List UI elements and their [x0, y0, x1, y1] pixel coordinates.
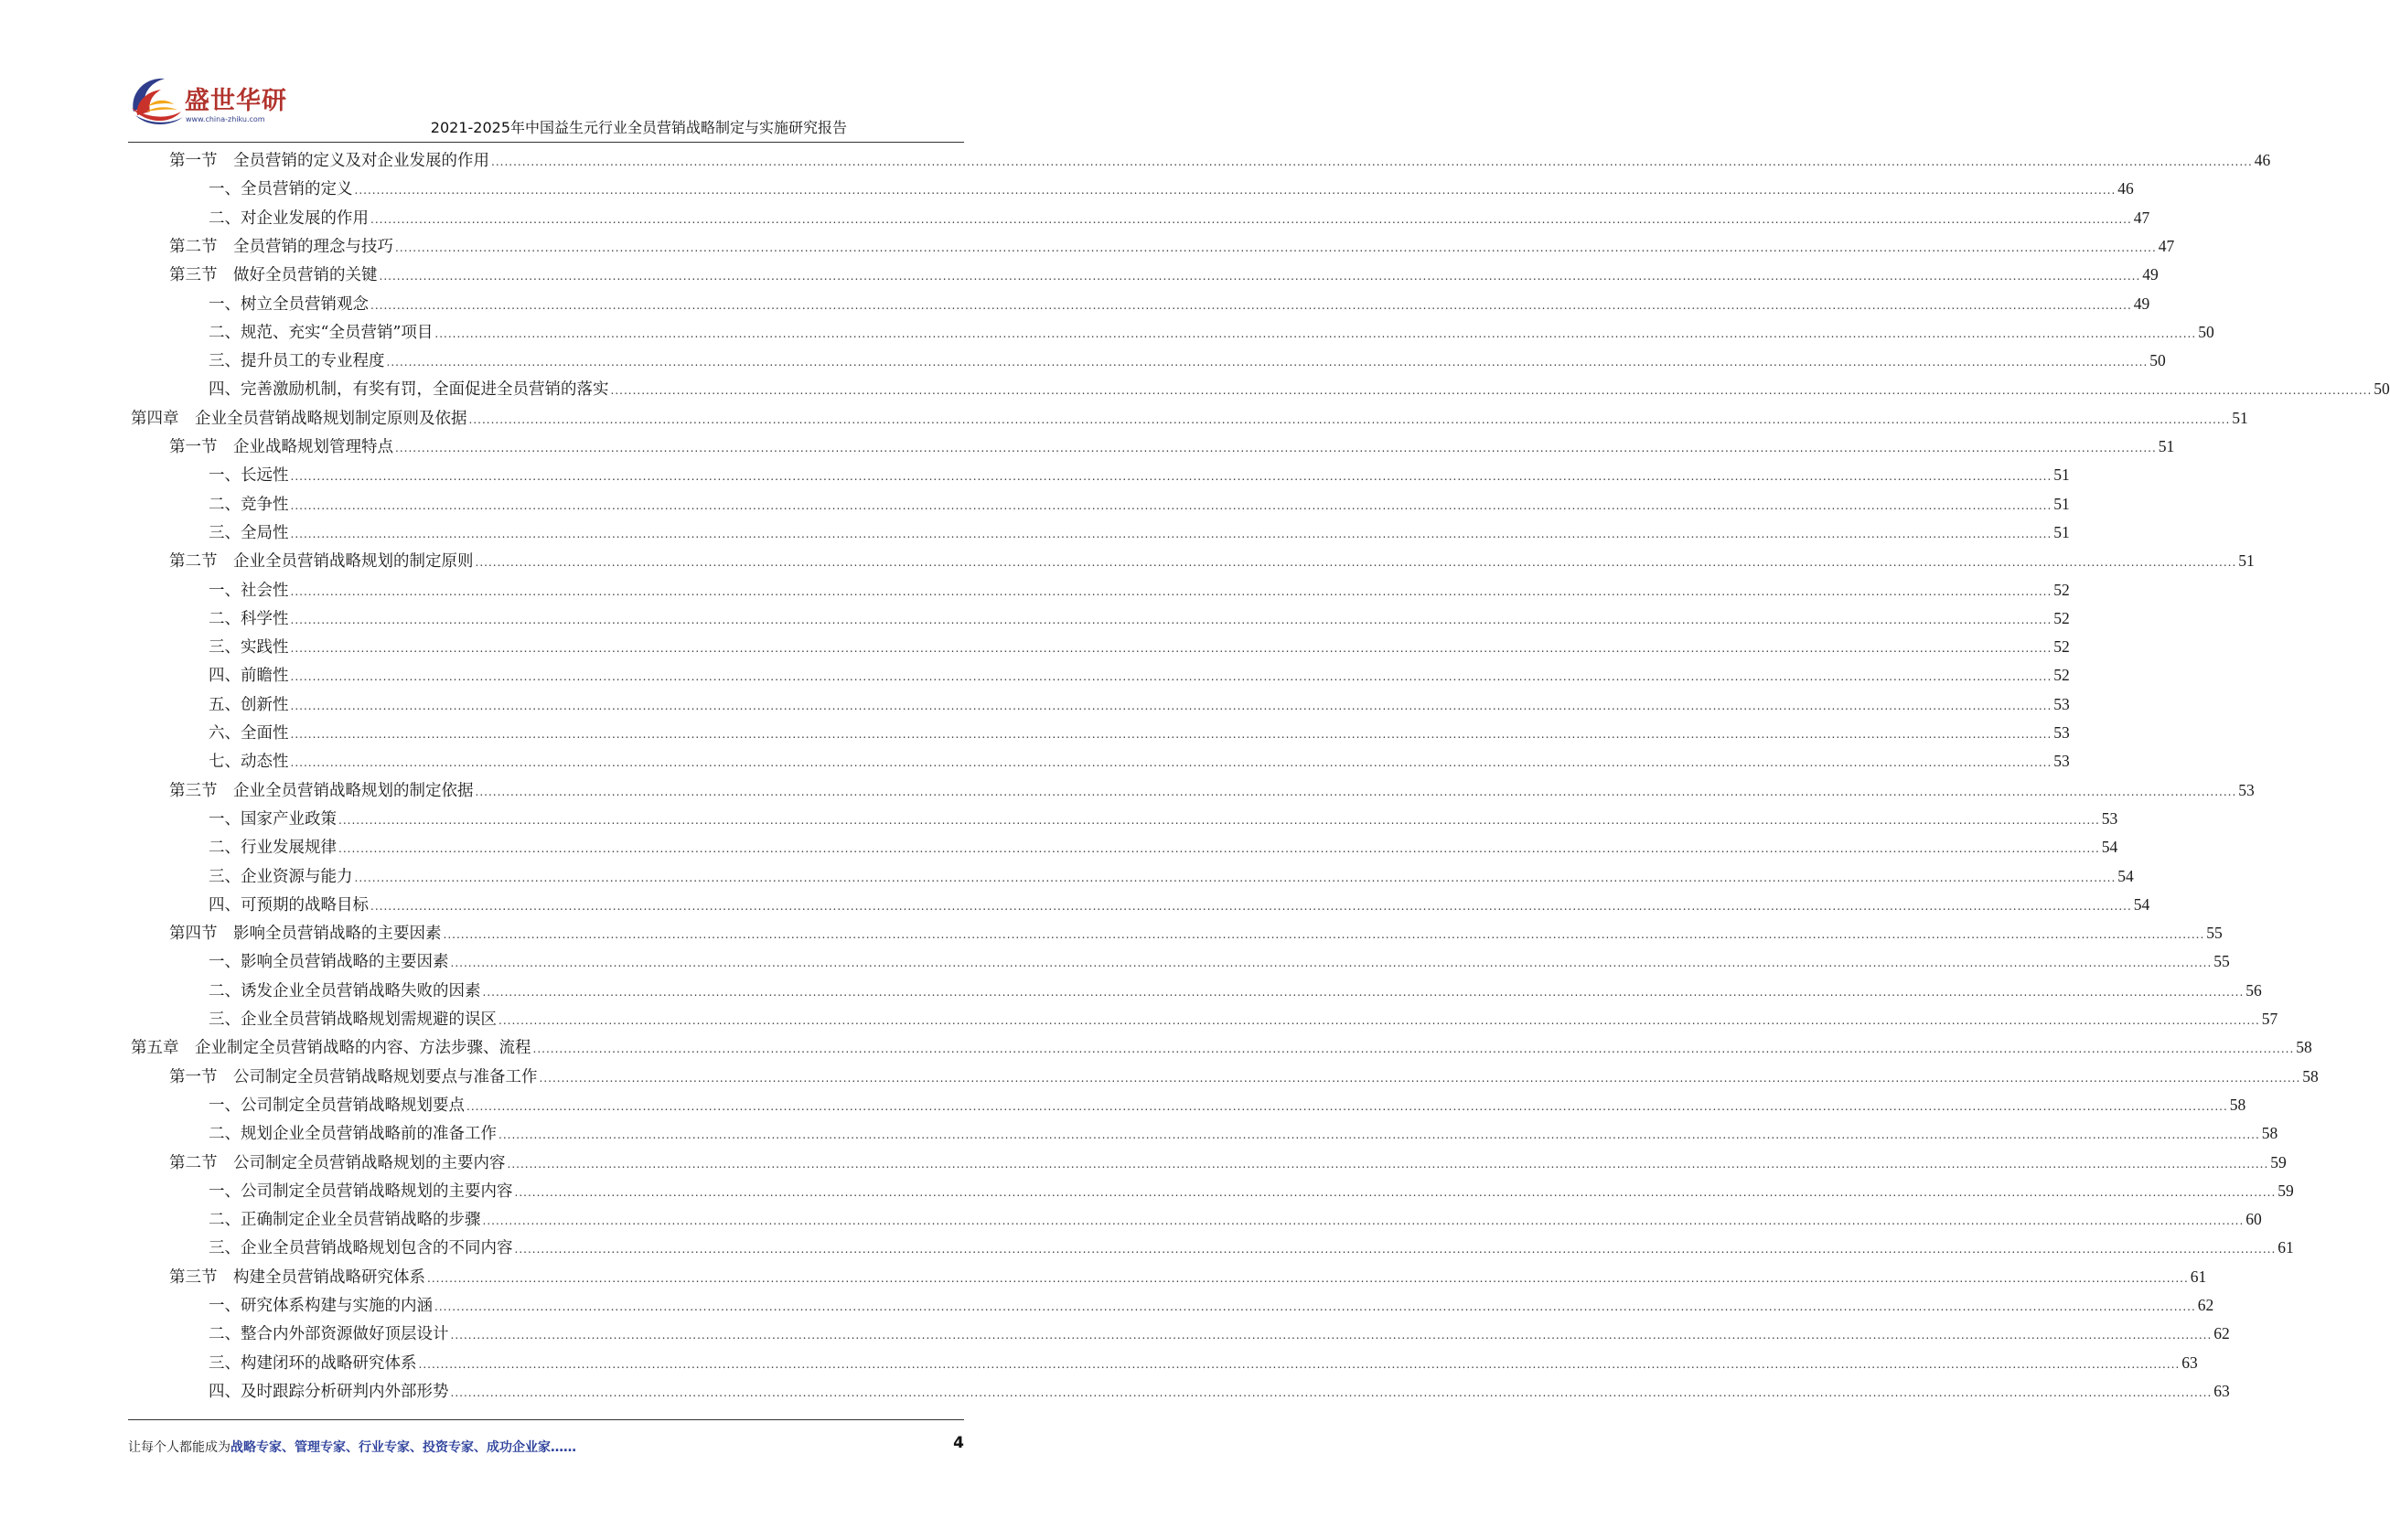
toc-leader-dots: ................................................................................................................................................................................................................................................................................................................................................................................................................: [532, 1043, 2295, 1056]
toc-entry-page: 61: [2277, 1238, 2294, 1257]
toc-entry-page: 56: [2245, 980, 2262, 1000]
toc-leader-dots: ................................................................................................................................................................................................................................................................................................................................................................................................................: [475, 785, 2237, 798]
toc-entry-page: 53: [2053, 752, 2070, 771]
toc-entry[interactable]: [169, 1063, 2319, 1090]
toc-leader-dots: ................................................................................................................................................................................................................................................................................................................................................................................................................: [354, 184, 2117, 198]
toc-entry[interactable]: [169, 433, 2175, 460]
toc-leader-dots: ................................................................................................................................................................................................................................................................................................................................................................................................................: [514, 1185, 2277, 1199]
toc-entry-label: 二、对企业发展的作用: [209, 209, 369, 228]
toc-entry-label: 第五章 企业制定全员营销战略的内容、方法步骤、流程: [131, 1039, 531, 1058]
toc-entry[interactable]: [209, 977, 2262, 1004]
header-divider: [128, 142, 964, 143]
toc-entry-page: 60: [2245, 1210, 2262, 1229]
toc-entry-page: 62: [2213, 1324, 2230, 1343]
toc-entry-page: 51: [2053, 465, 2070, 485]
toc-entry-label: 一、长远性: [209, 466, 289, 486]
toc-leader-dots: ................................................................................................................................................................................................................................................................................................................................................................................................................: [450, 1329, 2213, 1342]
toc-leader-dots: ................................................................................................................................................................................................................................................................................................................................................................................................................: [450, 1385, 2213, 1399]
toc-entry-label: 二、规划企业全员营销战略前的准备工作: [209, 1125, 497, 1144]
brand-name: 盛世华研: [185, 87, 287, 115]
toc-leader-dots: ................................................................................................................................................................................................................................................................................................................................................................................................................: [450, 957, 2213, 970]
toc-entry[interactable]: [209, 347, 2166, 374]
toc-leader-dots: ................................................................................................................................................................................................................................................................................................................................................................................................................: [482, 985, 2245, 999]
toc-entry[interactable]: [209, 1234, 2294, 1261]
toc-entry[interactable]: [209, 375, 2390, 402]
toc-entry[interactable]: [209, 805, 2118, 832]
toc-entry-label: 三、企业资源与能力: [209, 867, 353, 886]
toc-entry-page: 52: [2053, 580, 2070, 599]
toc-entry[interactable]: [131, 404, 2248, 432]
toc-entry-label: 第二节 公司制定全员营销战略规划的主要内容: [169, 1153, 506, 1172]
toc-entry-page: 54: [2133, 894, 2150, 914]
toc-entry[interactable]: [209, 1291, 2214, 1319]
toc-entry[interactable]: [209, 891, 2150, 918]
toc-entry-label: 二、行业发展规律: [209, 839, 337, 858]
toc-entry-label: 二、规范、充实“全员营销”项目: [209, 323, 434, 342]
toc-entry-page: 53: [2053, 723, 2070, 742]
toc-entry[interactable]: [169, 919, 2223, 946]
toc-leader-dots: ................................................................................................................................................................................................................................................................................................................................................................................................................: [290, 670, 2052, 684]
toc-entry-page: 58: [2261, 1124, 2278, 1143]
toc-leader-dots: ................................................................................................................................................................................................................................................................................................................................................................................................................: [386, 356, 2149, 369]
toc-entry-page: 54: [2101, 838, 2118, 857]
toc-entry-label: 二、整合内外部资源做好顶层设计: [209, 1325, 449, 1344]
toc-entry[interactable]: [209, 747, 2070, 775]
toc-entry-page: 53: [2053, 694, 2070, 713]
toc-entry[interactable]: [209, 1205, 2262, 1233]
toc-entry-page: 59: [2277, 1181, 2294, 1200]
toc-leader-dots: ................................................................................................................................................................................................................................................................................................................................................................................................................: [491, 155, 2253, 168]
toc-entry-label: 二、竞争性: [209, 495, 289, 514]
toc-leader-dots: ................................................................................................................................................................................................................................................................................................................................................................................................................: [539, 1071, 2301, 1085]
toc-leader-dots: ................................................................................................................................................................................................................................................................................................................................................................................................................: [338, 842, 2100, 856]
toc-entry-page: 52: [2053, 608, 2070, 627]
footer-slogan: [128, 1438, 576, 1456]
toc-entry[interactable]: [209, 1091, 2246, 1118]
toc-leader-dots: ................................................................................................................................................................................................................................................................................................................................................................................................................: [290, 613, 2052, 626]
toc-entry-page: 51: [2053, 494, 2070, 513]
toc-entry[interactable]: [169, 1149, 2287, 1176]
toc-entry[interactable]: [131, 1033, 2312, 1061]
toc-entry[interactable]: [209, 719, 2070, 746]
toc-entry-label: 五、创新性: [209, 695, 289, 714]
toc-leader-dots: ................................................................................................................................................................................................................................................................................................................................................................................................................: [290, 728, 2052, 741]
page-header: [0, 0, 1089, 146]
toc-entry[interactable]: [169, 776, 2255, 804]
toc-entry-page: 47: [2158, 236, 2175, 255]
toc-entry[interactable]: [169, 1263, 2207, 1290]
toc-entry[interactable]: [169, 232, 2175, 260]
toc-leader-dots: ................................................................................................................................................................................................................................................................................................................................................................................................................: [338, 813, 2100, 827]
toc-entry[interactable]: [209, 519, 2070, 546]
toc-entry[interactable]: [209, 690, 2070, 718]
toc-entry[interactable]: [169, 261, 2159, 288]
toc-entry-label: 第二节 全员营销的理念与技巧: [169, 237, 393, 256]
toc-leader-dots: ................................................................................................................................................................................................................................................................................................................................................................................................................: [434, 326, 2197, 340]
toc-leader-dots: ................................................................................................................................................................................................................................................................................................................................................................................................................: [370, 298, 2132, 312]
toc-entry[interactable]: [209, 1349, 2198, 1376]
toc-entry[interactable]: [169, 146, 2271, 174]
brand-logo: [128, 71, 287, 135]
toc-leader-dots: ................................................................................................................................................................................................................................................................................................................................................................................................................: [427, 1271, 2189, 1285]
toc-entry-label: 四、前瞻性: [209, 667, 289, 686]
toc-entry-page: 53: [2238, 780, 2255, 799]
toc-entry-label: 四、及时跟踪分析研判内外部形势: [209, 1382, 449, 1401]
toc-leader-dots: ................................................................................................................................................................................................................................................................................................................................................................................................................: [290, 498, 2052, 512]
toc-entry-label: 一、国家产业政策: [209, 809, 337, 829]
toc-entry[interactable]: [209, 1005, 2278, 1032]
toc-entry-page: 50: [2374, 380, 2390, 399]
toc-entry-label: 第四章 企业全员营销战略规划制定原则及依据: [131, 409, 467, 428]
toc-entry-page: 63: [2181, 1353, 2198, 1372]
toc-entry-page: 51: [2238, 551, 2255, 571]
toc-entry[interactable]: [209, 290, 2150, 317]
toc-entry[interactable]: [209, 318, 2214, 346]
toc-entry-page: 58: [2302, 1066, 2319, 1085]
toc-entry-label: 二、正确制定企业全员营销战略的步骤: [209, 1211, 481, 1230]
toc-leader-dots: ................................................................................................................................................................................................................................................................................................................................................................................................................: [395, 241, 2157, 254]
footer-divider: [128, 1419, 964, 1420]
toc-entry[interactable]: [209, 1119, 2278, 1147]
toc-entry-page: 50: [2149, 351, 2166, 370]
toc-entry[interactable]: [209, 490, 2070, 518]
toc-leader-dots: ................................................................................................................................................................................................................................................................................................................................................................................................................: [370, 899, 2132, 913]
toc-leader-dots: ................................................................................................................................................................................................................................................................................................................................................................................................................: [290, 527, 2052, 540]
toc-leader-dots: ................................................................................................................................................................................................................................................................................................................................................................................................................: [395, 442, 2157, 455]
toc-entry-page: 49: [2142, 265, 2159, 284]
toc-entry-page: 51: [2053, 522, 2070, 541]
toc-entry-label: 三、全局性: [209, 523, 289, 542]
toc-entry-label: 七、动态性: [209, 753, 289, 772]
toc-leader-dots: ................................................................................................................................................................................................................................................................................................................................................................................................................: [482, 1214, 2245, 1228]
toc-entry-label: 三、企业全员营销战略规划需规避的误区: [209, 1011, 497, 1029]
toc-entry-page: 61: [2190, 1267, 2207, 1286]
slogan-prefix: 让每个人都能成为: [128, 1440, 230, 1455]
toc-leader-dots: ................................................................................................................................................................................................................................................................................................................................................................................................................: [475, 556, 2237, 570]
toc-entry-page: 52: [2053, 637, 2070, 657]
toc-entry[interactable]: [209, 1377, 2230, 1405]
toc-entry-label: 第四节 影响全员营销战略的主要因素: [169, 925, 442, 944]
toc-entry-label: 第一节 公司制定全员营销战略规划要点与准备工作: [169, 1067, 538, 1086]
toc-entry-label: 二、科学性: [209, 609, 289, 628]
toc-entry-page: 51: [2158, 437, 2175, 455]
toc-entry-label: 三、实践性: [209, 638, 289, 658]
toc-entry[interactable]: [209, 576, 2070, 604]
toc-entry[interactable]: [209, 661, 2070, 689]
toc-entry-label: 三、提升员工的专业程度: [209, 352, 385, 371]
toc-leader-dots: ................................................................................................................................................................................................................................................................................................................................................................................................................: [370, 212, 2132, 226]
toc-entry-page: 47: [2133, 208, 2150, 227]
toc-entry[interactable]: [209, 1320, 2230, 1347]
toc-entry[interactable]: [209, 862, 2134, 890]
toc-entry-page: 63: [2213, 1381, 2230, 1400]
toc-entry-page: 59: [2270, 1152, 2287, 1171]
toc-entry-label: 第一节 全员营销的定义及对企业发展的作用: [169, 152, 489, 170]
toc-entry-page: 57: [2261, 1010, 2278, 1028]
toc-entry[interactable]: [209, 175, 2134, 202]
toc-entry-label: 六、全面性: [209, 724, 289, 743]
slogan-roles: 战略专家、管理专家、行业专家、投资专家、成功企业家……: [230, 1440, 576, 1455]
toc-entry-label: 一、全员营销的定义: [209, 180, 353, 199]
toc-entry-label: 第三节 企业全员营销战略规划的制定依据: [169, 781, 474, 800]
toc-leader-dots: ................................................................................................................................................................................................................................................................................................................................................................................................................: [290, 470, 2052, 484]
brand-url: www.china-zhiku.com: [186, 115, 265, 123]
toc-entry-label: 第二节 企业全员营销战略规划的制定原则: [169, 552, 474, 572]
toc-leader-dots: ................................................................................................................................................................................................................................................................................................................................................................................................................: [290, 642, 2052, 656]
toc-entry[interactable]: [209, 633, 2070, 660]
toc-leader-dots: ................................................................................................................................................................................................................................................................................................................................................................................................................: [418, 1357, 2181, 1371]
toc-leader-dots: ................................................................................................................................................................................................................................................................................................................................................................................................................: [507, 1157, 2269, 1171]
toc-entry-label: 第三节 构建全员营销战略研究体系: [169, 1267, 425, 1287]
toc-entry-label: 二、诱发企业全员营销战略失败的因素: [209, 981, 481, 1000]
toc-entry[interactable]: [209, 833, 2118, 861]
toc-entry-label: 一、公司制定全员营销战略规划的主要内容: [209, 1182, 513, 1201]
toc-entry[interactable]: [169, 547, 2255, 574]
toc-entry-page: 58: [2229, 1095, 2246, 1114]
toc-leader-dots: ................................................................................................................................................................................................................................................................................................................................................................................................................: [610, 384, 2373, 398]
toc-entry-label: 一、树立全员营销观念: [209, 294, 369, 314]
toc-leader-dots: ................................................................................................................................................................................................................................................................................................................................................................................................................: [498, 1014, 2260, 1027]
toc-entry-page: 58: [2296, 1038, 2312, 1057]
toc-leader-dots: ................................................................................................................................................................................................................................................................................................................................................................................................................: [443, 928, 2205, 942]
toc-leader-dots: ................................................................................................................................................................................................................................................................................................................................................................................................................: [498, 1128, 2260, 1142]
toc-entry[interactable]: [209, 947, 2230, 975]
toc-leader-dots: ................................................................................................................................................................................................................................................................................................................................................................................................................: [466, 1099, 2228, 1113]
report-title: 2021-2025年中国益生元行业全员营销战略制定与实施研究报告: [430, 119, 847, 136]
toc-leader-dots: ................................................................................................................................................................................................................................................................................................................................................................................................................: [354, 871, 2117, 884]
toc-entry-page: 46: [2254, 151, 2271, 169]
toc-leader-dots: ................................................................................................................................................................................................................................................................................................................................................................................................................: [290, 756, 2052, 770]
toc-leader-dots: ................................................................................................................................................................................................................................................................................................................................................................................................................: [379, 270, 2141, 283]
toc-entry-label: 三、构建闭环的战略研究体系: [209, 1353, 417, 1373]
toc-entry-label: 四、完善激励机制，有奖有罚，全面促进全员营销的落实: [209, 380, 609, 400]
toc-entry-page: 46: [2117, 179, 2134, 198]
toc-entry-page: 55: [2206, 924, 2223, 943]
toc-entry-label: 一、影响全员营销战略的主要因素: [209, 953, 449, 972]
toc-leader-dots: ................................................................................................................................................................................................................................................................................................................................................................................................................: [514, 1243, 2277, 1257]
toc-entry-page: 51: [2232, 408, 2248, 427]
toc-entry-label: 第一节 企业战略规划管理特点: [169, 438, 393, 456]
toc-leader-dots: ................................................................................................................................................................................................................................................................................................................................................................................................................: [468, 412, 2231, 426]
page-number: 4: [953, 1434, 964, 1452]
toc-leader-dots: ................................................................................................................................................................................................................................................................................................................................................................................................................: [434, 1300, 2196, 1313]
toc-entry-page: 54: [2117, 866, 2134, 885]
toc-leader-dots: ................................................................................................................................................................................................................................................................................................................................................................................................................: [290, 584, 2052, 598]
toc-entry[interactable]: [209, 604, 2070, 632]
toc-entry[interactable]: [209, 1177, 2294, 1204]
toc-entry-label: 第三节 做好全员营销的关键: [169, 266, 378, 285]
toc-entry[interactable]: [209, 461, 2070, 488]
toc-entry-page: 53: [2101, 808, 2118, 828]
toc-entry-label: 一、研究体系构建与实施的内涵: [209, 1297, 433, 1315]
toc-entry-label: 一、社会性: [209, 581, 289, 600]
toc-entry[interactable]: [209, 204, 2150, 231]
toc-entry-page: 50: [2198, 322, 2214, 341]
toc-leader-dots: ................................................................................................................................................................................................................................................................................................................................................................................................................: [290, 699, 2052, 712]
logo-emblem-icon: [128, 71, 187, 128]
toc-entry-page: 55: [2213, 952, 2230, 971]
toc-entry-label: 四、可预期的战略目标: [209, 895, 369, 914]
toc-entry-label: 三、企业全员营销战略规划包含的不同内容: [209, 1239, 513, 1258]
toc-entry-page: 52: [2053, 666, 2070, 685]
toc-entry-page: 49: [2133, 294, 2150, 313]
toc-entry-label: 一、公司制定全员营销战略规划要点: [209, 1096, 465, 1115]
toc-entry-page: 62: [2197, 1296, 2214, 1314]
